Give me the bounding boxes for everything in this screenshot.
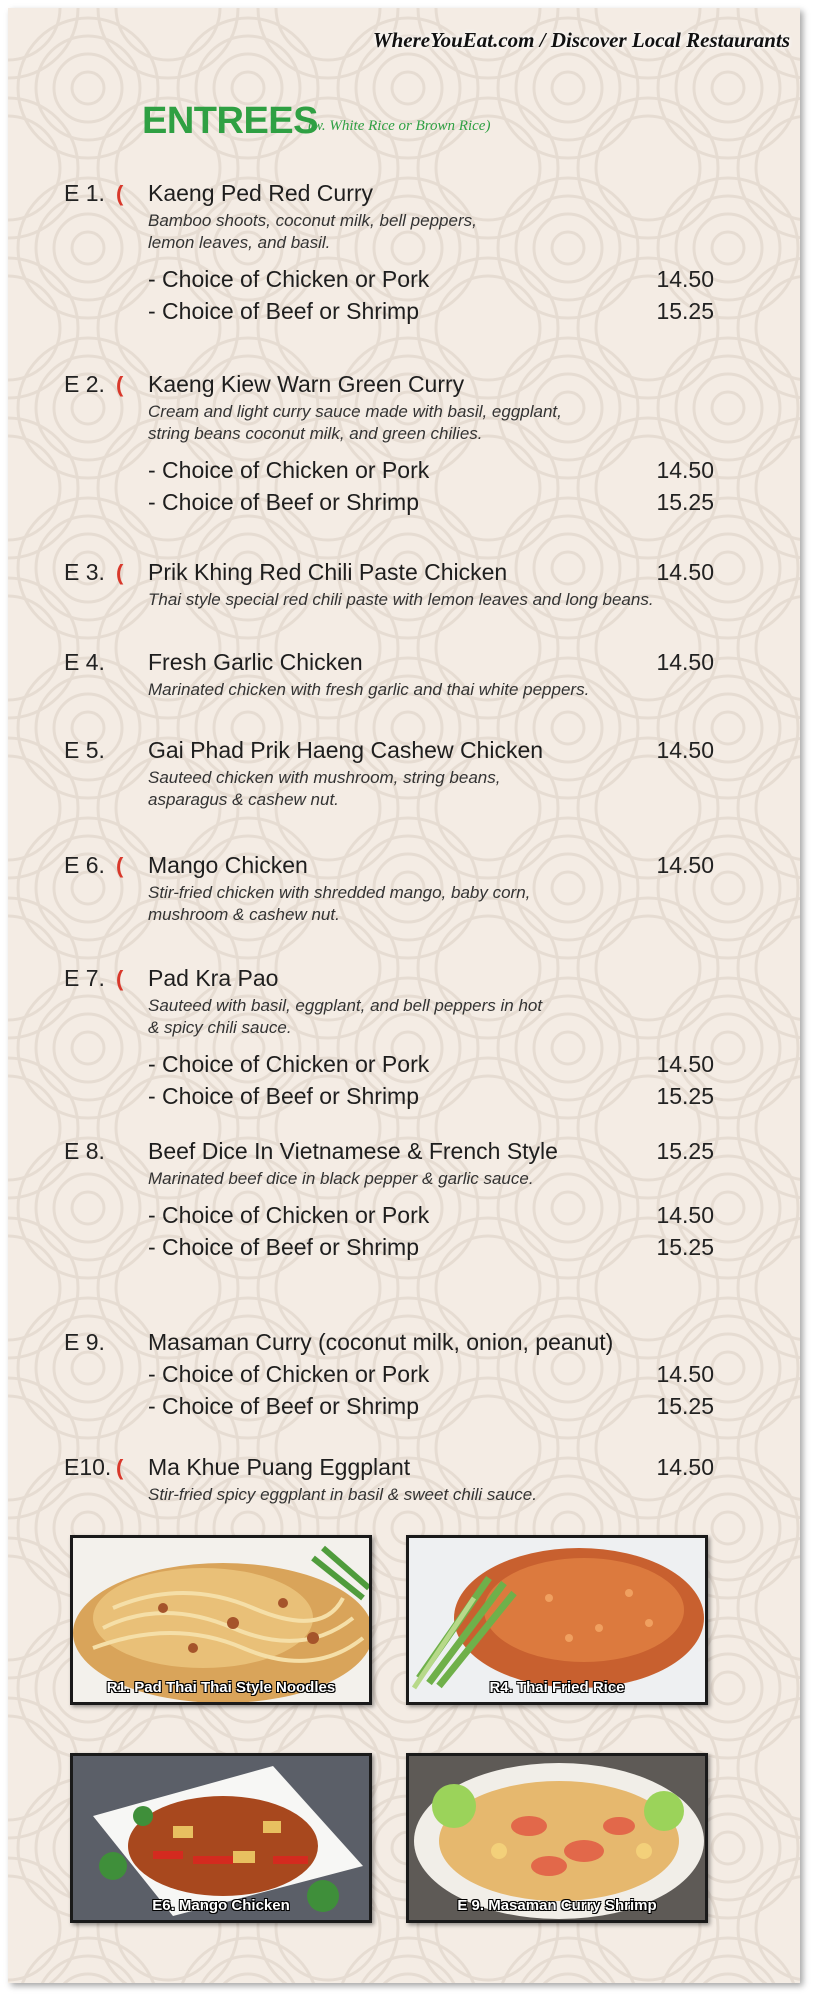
menu-item	[64, 649, 714, 701]
item-option	[64, 1081, 714, 1113]
option-label: - Choice of Beef or Shrimp	[148, 1083, 420, 1109]
option-label: - Choice of Chicken or Pork	[148, 1051, 430, 1077]
item-code: E 9.	[64, 1329, 105, 1355]
spicy-icon: (	[116, 181, 124, 206]
item-name: Kaeng Kiew Warn Green Curry	[148, 371, 465, 397]
item-code: E 2.	[64, 371, 105, 397]
photo-caption: E 9. Masaman Curry Shrimp	[457, 1897, 657, 1914]
mango-chicken-image	[73, 1756, 369, 1920]
item-name: Fresh Garlic Chicken	[148, 649, 363, 675]
menu-item	[64, 1454, 714, 1506]
fried-rice-image	[409, 1538, 705, 1702]
description-line: Stir-fried spicy eggplant in basil & sweet chili sauce.	[148, 1485, 537, 1504]
item-name: Kaeng Ped Red Curry	[148, 180, 374, 206]
photo-caption: R1. Pad Thai Thai Style Noodles	[106, 1679, 336, 1696]
spicy-icon: (	[116, 1455, 124, 1480]
item-code: E 3.	[64, 559, 105, 585]
item-code: E 6.	[64, 852, 105, 878]
photo-caption: E6. Mango Chicken	[152, 1897, 290, 1914]
photo-fried-rice	[406, 1535, 708, 1705]
description-line: Marinated beef dice in black pepper & garlic sauce.	[148, 1169, 534, 1188]
description-line: Bamboo shoots, coconut milk, bell peppers,	[148, 211, 477, 230]
item-price: 14.50	[656, 649, 714, 675]
item-price: 14.50	[656, 559, 714, 585]
description-line: Sauteed chicken with mushroom, string beans,	[148, 768, 501, 787]
menu-item	[64, 180, 714, 328]
item-description	[148, 1484, 708, 1506]
item-description	[148, 210, 708, 254]
item-code: E 8.	[64, 1138, 105, 1164]
description-line: Cream and light curry sauce made with basil, eggplant,	[148, 402, 562, 421]
description-line: lemon leaves, and basil.	[148, 233, 331, 252]
item-description	[148, 401, 708, 445]
item-price: 15.25	[656, 1138, 714, 1164]
description-line: Stir-fried chicken with shredded mango, baby corn,	[148, 883, 531, 902]
section-subtitle: (w. White Rice or Brown Rice)	[308, 118, 491, 134]
item-option	[64, 1391, 714, 1423]
pad-thai-image	[73, 1538, 369, 1702]
menu-item	[64, 852, 714, 926]
option-price: 15.25	[656, 1083, 714, 1109]
description-line: asparagus & cashew nut.	[148, 790, 339, 809]
menu-item	[64, 371, 714, 519]
option-label: - Choice of Chicken or Pork	[148, 457, 430, 483]
item-price: 14.50	[656, 852, 714, 878]
menu-item	[64, 965, 714, 1113]
photo-caption: R4. Thai Fried Rice	[489, 1679, 625, 1696]
item-description	[148, 589, 708, 611]
description-line: & spicy chili sauce.	[148, 1018, 292, 1037]
item-code: E10.	[64, 1454, 112, 1480]
spicy-icon: (	[116, 853, 124, 878]
item-option	[64, 1200, 714, 1232]
menu-item	[64, 559, 714, 611]
item-option	[64, 1232, 714, 1264]
item-option	[64, 455, 714, 487]
item-option	[64, 264, 714, 296]
option-label: - Choice of Chicken or Pork	[148, 1361, 430, 1387]
item-price: 14.50	[656, 1454, 714, 1480]
item-option	[64, 296, 714, 328]
description-line: mushroom & cashew nut.	[148, 905, 340, 924]
option-label: - Choice of Chicken or Pork	[148, 1202, 430, 1228]
option-label: - Choice of Beef or Shrimp	[148, 1393, 420, 1419]
item-name: Masaman Curry (coconut milk, onion, peanut)	[148, 1329, 614, 1355]
menu-page	[8, 8, 800, 1983]
item-name: Pad Kra Pao	[148, 965, 279, 991]
option-price: 15.25	[656, 298, 714, 324]
menu-item	[64, 1138, 714, 1264]
menu-item	[64, 1329, 714, 1423]
option-label: - Choice of Beef or Shrimp	[148, 1234, 420, 1260]
item-code: E 7.	[64, 965, 105, 991]
item-name: Ma Khue Puang Eggplant	[148, 1454, 411, 1480]
item-price: 14.50	[656, 737, 714, 763]
item-description	[148, 882, 708, 926]
item-description	[148, 767, 708, 811]
option-price: 14.50	[656, 266, 714, 292]
item-option	[64, 1359, 714, 1391]
spicy-icon: (	[116, 966, 124, 991]
photo-pad-thai	[70, 1535, 372, 1705]
description-line: Thai style special red chili paste with lemon leaves and long beans.	[148, 590, 654, 609]
item-name: Prik Khing Red Chili Paste Chicken	[148, 559, 508, 585]
option-price: 15.25	[656, 1234, 714, 1260]
item-description	[148, 679, 708, 701]
masaman-curry-image	[409, 1756, 705, 1920]
option-label: - Choice of Beef or Shrimp	[148, 298, 420, 324]
photo-masaman-curry	[406, 1753, 708, 1923]
option-price: 14.50	[656, 1202, 714, 1228]
option-price: 14.50	[656, 457, 714, 483]
item-option	[64, 487, 714, 519]
option-price: 14.50	[656, 1051, 714, 1077]
section-title: ENTREES	[142, 100, 318, 142]
item-description	[148, 995, 708, 1039]
item-code: E 5.	[64, 737, 105, 763]
option-label: - Choice of Chicken or Pork	[148, 266, 430, 292]
item-name: Gai Phad Prik Haeng Cashew Chicken	[148, 737, 544, 763]
description-line: Sauteed with basil, eggplant, and bell peppers in hot	[148, 996, 543, 1015]
description-line: string beans coconut milk, and green chilies.	[148, 424, 483, 443]
watermark-text: WhereYouEat.com / Discover Local Restaurants	[372, 28, 790, 52]
item-code: E 1.	[64, 180, 105, 206]
item-name: Beef Dice In Vietnamese & French Style	[148, 1138, 558, 1164]
spicy-icon: (	[116, 560, 124, 585]
item-name: Mango Chicken	[148, 852, 308, 878]
photo-mango-chicken	[70, 1753, 372, 1923]
option-price: 14.50	[656, 1361, 714, 1387]
item-code: E 4.	[64, 649, 105, 675]
menu-item	[64, 737, 714, 811]
description-line: Marinated chicken with fresh garlic and thai white peppers.	[148, 680, 590, 699]
item-option	[64, 1049, 714, 1081]
option-price: 15.25	[656, 1393, 714, 1419]
option-label: - Choice of Beef or Shrimp	[148, 489, 420, 515]
option-price: 15.25	[656, 489, 714, 515]
item-description	[148, 1168, 708, 1190]
spicy-icon: (	[116, 372, 124, 397]
